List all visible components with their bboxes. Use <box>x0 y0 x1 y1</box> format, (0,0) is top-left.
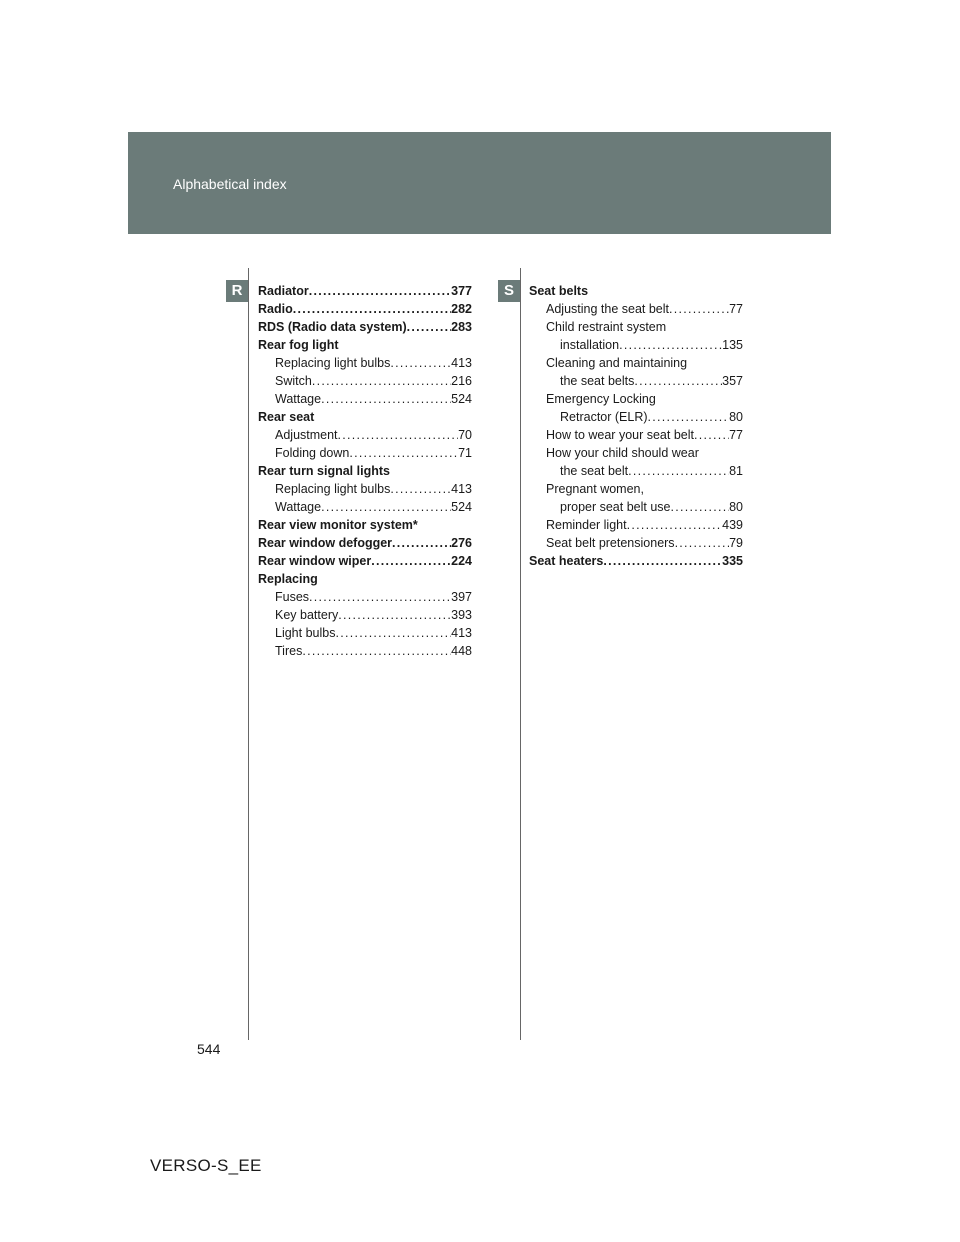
dot-leader <box>293 300 451 318</box>
index-entry-text: Light bulbs <box>275 626 336 640</box>
dot-leader <box>619 336 722 354</box>
dot-leader <box>321 498 451 516</box>
index-entry-page: 397 <box>451 590 472 604</box>
index-entry <box>529 462 743 480</box>
dot-leader <box>634 372 722 390</box>
index-entry-text: Child restraint system <box>546 320 667 334</box>
index-entry-page: 335 <box>722 554 743 568</box>
index-entry-text: Replacing light bulbs <box>275 482 391 496</box>
index-entry-page: 377 <box>451 284 472 298</box>
index-entry-page: 283 <box>451 320 472 334</box>
dot-leader <box>648 408 730 426</box>
index-entry-text: Key battery <box>275 608 339 622</box>
dot-leader <box>675 534 730 552</box>
index-entry-text: the seat belts <box>560 374 635 388</box>
dot-leader <box>669 300 729 318</box>
index-entry <box>258 570 472 588</box>
index-entry-text: Wattage <box>275 500 322 514</box>
index-entry-page: 77 <box>729 302 743 316</box>
index-entry-page: 77 <box>729 428 743 442</box>
index-entry <box>258 300 472 318</box>
dot-leader <box>312 372 451 390</box>
index-entry-text: Radio <box>258 302 293 316</box>
index-entry-text: Rear view monitor system* <box>258 518 418 532</box>
section-tab-s: S <box>498 280 520 302</box>
index-entry <box>529 300 743 318</box>
index-entry <box>258 516 472 534</box>
index-entry-page: 79 <box>729 536 743 550</box>
index-entry <box>258 426 472 444</box>
index-entry <box>529 372 743 390</box>
header-banner <box>128 132 831 234</box>
dot-leader <box>392 534 451 552</box>
index-entry-text: Seat belt pretensioners <box>546 536 675 550</box>
index-entry-text: Radiator <box>258 284 309 298</box>
index-entry-text: How your child should wear <box>546 446 699 460</box>
index-entry-text: Folding down <box>275 446 350 460</box>
index-entry <box>529 480 743 498</box>
index-entry-text: Rear turn signal lights <box>258 464 390 478</box>
index-entry-text: Retractor (ELR) <box>560 410 648 424</box>
index-entry-page: 524 <box>451 500 472 514</box>
index-entry-text: the seat belt <box>560 464 629 478</box>
index-entry <box>529 516 743 534</box>
index-entry-text: Cleaning and maintaining <box>546 356 688 370</box>
index-entry-text: Rear window defogger <box>258 536 393 550</box>
index-entry <box>529 444 743 462</box>
index-entry-page: 413 <box>451 356 472 370</box>
index-entry-text: Emergency Locking <box>546 392 656 406</box>
index-entry <box>529 282 743 300</box>
index-entry <box>258 642 472 660</box>
index-entry <box>529 318 743 336</box>
index-entry <box>258 624 472 642</box>
index-entry <box>258 462 472 480</box>
index-column-left <box>258 282 472 660</box>
index-entry-page: 448 <box>451 644 472 658</box>
section-tab-r: R <box>226 280 248 302</box>
index-entry-text: Reminder light <box>546 518 627 532</box>
page-title: Alphabetical index <box>173 176 287 192</box>
index-entry-page: 224 <box>451 554 472 568</box>
dot-leader <box>603 552 722 570</box>
index-entry-text: Rear fog light <box>258 338 339 352</box>
index-entry <box>529 408 743 426</box>
dot-leader <box>390 354 451 372</box>
index-entry-text: RDS (Radio data system) <box>258 320 407 334</box>
index-entry-text: Seat belts <box>529 284 589 298</box>
index-entry <box>258 480 472 498</box>
index-entry-text: proper seat belt use <box>560 500 671 514</box>
dot-leader <box>309 282 451 300</box>
index-entry <box>529 552 743 570</box>
index-entry <box>258 372 472 390</box>
index-entry-page: 276 <box>451 536 472 550</box>
dot-leader <box>628 462 729 480</box>
index-entry <box>258 390 472 408</box>
dot-leader <box>407 318 451 336</box>
dot-leader <box>671 498 730 516</box>
index-entry-page: 413 <box>451 482 472 496</box>
index-entry-text: Rear window wiper <box>258 554 372 568</box>
index-entry <box>529 354 743 372</box>
dot-leader <box>302 642 451 660</box>
footer-code: VERSO-S_EE <box>150 1156 262 1175</box>
index-entry-text: Adjustment <box>275 428 338 442</box>
index-entry <box>258 444 472 462</box>
index-entry-page: 81 <box>729 464 743 478</box>
dot-leader <box>309 588 451 606</box>
index-entry-text: Pregnant women, <box>546 482 644 496</box>
index-entry <box>258 282 472 300</box>
column-divider-right <box>520 268 521 1040</box>
index-entry <box>529 390 743 408</box>
dot-leader <box>321 390 451 408</box>
page-number: 544 <box>197 1041 221 1057</box>
index-entry-page: 282 <box>451 302 472 316</box>
index-entry <box>258 552 472 570</box>
index-entry-page: 357 <box>722 374 743 388</box>
dot-leader <box>335 624 451 642</box>
column-divider-left <box>248 268 249 1040</box>
dot-leader <box>338 606 451 624</box>
index-entry-page: 80 <box>729 500 743 514</box>
index-entry-page: 413 <box>451 626 472 640</box>
index-entry <box>258 588 472 606</box>
index-entry <box>258 318 472 336</box>
index-entry-text: Adjusting the seat belt <box>546 302 669 316</box>
index-entry-text: How to wear your seat belt <box>546 428 694 442</box>
index-entry <box>258 606 472 624</box>
index-entry-page: 393 <box>451 608 472 622</box>
dot-leader <box>390 480 451 498</box>
index-entry <box>258 498 472 516</box>
index-entry-page: 135 <box>722 338 743 352</box>
index-entry-text: installation <box>560 338 620 352</box>
dot-leader <box>371 552 451 570</box>
index-entry-page: 439 <box>722 518 743 532</box>
index-entry-page: 71 <box>458 446 472 460</box>
index-entry <box>258 336 472 354</box>
index-entry-page: 216 <box>451 374 472 388</box>
index-entry-text: Replacing light bulbs <box>275 356 391 370</box>
index-entry-text: Fuses <box>275 590 310 604</box>
index-entry-text: Rear seat <box>258 410 315 424</box>
index-entry <box>258 534 472 552</box>
index-entry <box>258 408 472 426</box>
index-entry <box>529 534 743 552</box>
index-entry <box>529 426 743 444</box>
index-entry-text: Tires <box>275 644 303 658</box>
index-entry <box>529 336 743 354</box>
index-column-right <box>529 282 743 570</box>
index-entry-text: Switch <box>275 374 312 388</box>
index-entry-page: 80 <box>729 410 743 424</box>
dot-leader <box>349 444 458 462</box>
index-entry-text: Replacing <box>258 572 318 586</box>
dot-leader <box>627 516 723 534</box>
index-entry <box>258 354 472 372</box>
dot-leader <box>338 426 459 444</box>
dot-leader <box>694 426 729 444</box>
index-entry <box>529 498 743 516</box>
index-entry-text: Seat heaters <box>529 554 604 568</box>
index-entry-page: 70 <box>458 428 472 442</box>
index-entry-text: Wattage <box>275 392 322 406</box>
index-entry-page: 524 <box>451 392 472 406</box>
